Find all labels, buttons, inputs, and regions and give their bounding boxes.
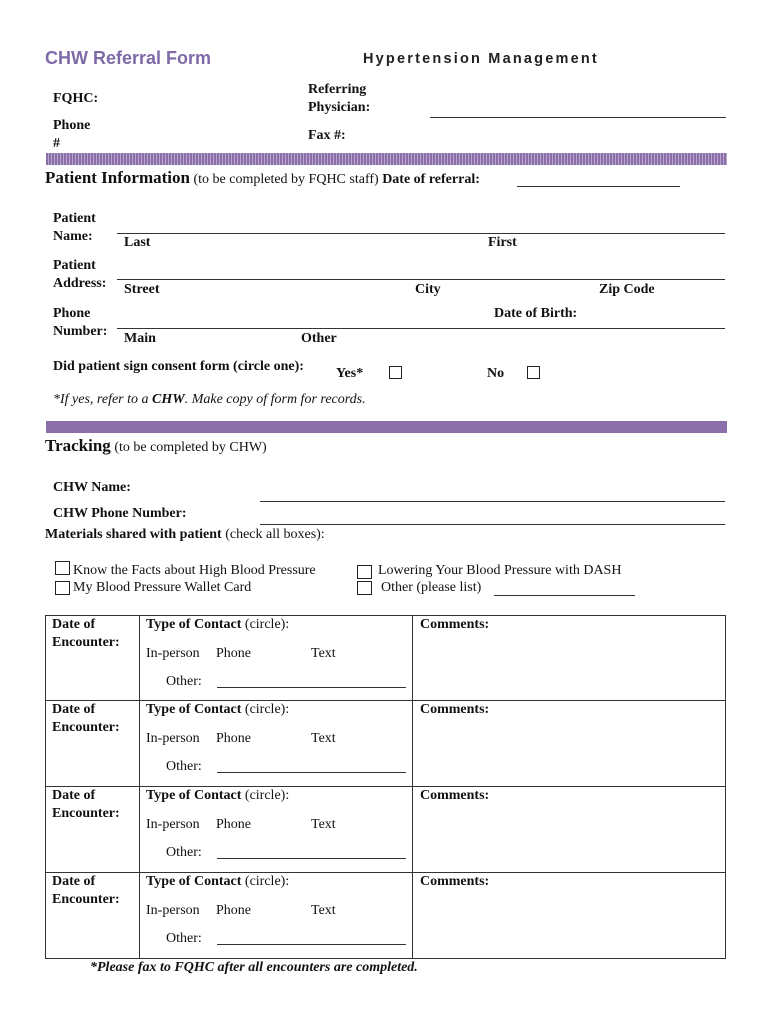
phone-number-label-line1: Phone <box>53 306 91 321</box>
contact-type-note: (circle): <box>244 788 290 803</box>
patient-name-field[interactable] <box>117 233 725 234</box>
contact-other-field[interactable] <box>217 858 406 859</box>
contact-other-label: Other: <box>166 759 202 774</box>
materials-label: Materials shared with patient <box>45 527 222 542</box>
contact-option-in-person[interactable]: In-person <box>146 731 200 746</box>
date-of-referral-label: Date of referral: <box>382 172 480 187</box>
first-name-label: First <box>488 235 517 250</box>
chw-phone-label: CHW Phone Number: <box>53 506 187 521</box>
referring-label-line2: Physician: <box>308 100 371 115</box>
consent-yes-label: Yes* <box>336 366 364 381</box>
contact-option-phone[interactable]: Phone <box>216 646 251 661</box>
contact-option-phone[interactable]: Phone <box>216 817 251 832</box>
material-label-other: Other (please list) <box>381 580 482 595</box>
phone-label-line2: # <box>53 136 60 151</box>
material-checkbox-other[interactable] <box>357 581 372 595</box>
contact-option-text[interactable]: Text <box>311 731 336 746</box>
city-label: City <box>415 282 441 297</box>
date-label-line1: Date of <box>52 702 96 717</box>
contact-type-label: Type of Contact <box>146 788 242 803</box>
section-divider-2 <box>46 421 727 433</box>
contact-type-cell <box>140 701 413 786</box>
encounter-row-2 <box>45 701 726 787</box>
consent-no-checkbox[interactable] <box>527 366 540 379</box>
material-label-dash: Lowering Your Blood Pressure with DASH <box>378 563 622 578</box>
contact-option-in-person[interactable]: In-person <box>146 646 200 661</box>
patient-name-label-line2: Name: <box>53 229 93 244</box>
contact-option-text[interactable]: Text <box>311 903 336 918</box>
encounter-row-1 <box>45 615 726 701</box>
footnote-text-end: . Make copy of form for records. <box>184 392 366 407</box>
contact-other-field[interactable] <box>217 944 406 945</box>
patient-info-header <box>45 168 480 188</box>
date-label-line2: Encounter: <box>52 892 120 907</box>
other-phone-label: Other <box>301 331 337 346</box>
phone-number-field[interactable] <box>117 328 725 329</box>
last-name-label: Last <box>124 235 151 250</box>
consent-no-label: No <box>487 366 505 381</box>
materials-note: (check all boxes): <box>225 527 325 542</box>
encounter-row-4 <box>45 873 726 959</box>
date-label-line2: Encounter: <box>52 635 120 650</box>
contact-option-phone[interactable]: Phone <box>216 903 251 918</box>
date-label-line2: Encounter: <box>52 806 120 821</box>
patient-address-label-line1: Patient <box>53 258 96 273</box>
tracking-heading: Tracking <box>45 436 111 455</box>
fqhc-label: FQHC: <box>53 91 99 106</box>
patient-address-label-line2: Address: <box>53 276 107 291</box>
phone-label-line1: Phone <box>53 118 91 133</box>
fax-reminder-footer: *Please fax to FQHC after all encounters are completed. <box>90 960 418 975</box>
encounter-date-cell[interactable] <box>46 787 140 872</box>
contact-option-in-person[interactable]: In-person <box>146 817 200 832</box>
comments-label: Comments: <box>420 617 490 632</box>
referring-label-line1: Referring <box>308 82 367 97</box>
date-label-line1: Date of <box>52 788 96 803</box>
main-phone-label: Main <box>124 331 156 346</box>
contact-type-label: Type of Contact <box>146 617 242 632</box>
chw-name-field[interactable] <box>260 501 725 502</box>
date-label-line2: Encounter: <box>52 720 120 735</box>
tracking-header <box>45 436 267 456</box>
street-label: Street <box>124 282 160 297</box>
contact-type-note: (circle): <box>244 617 290 632</box>
contact-other-label: Other: <box>166 674 202 689</box>
encounter-date-cell[interactable] <box>46 873 140 958</box>
comments-label: Comments: <box>420 874 490 889</box>
contact-type-label: Type of Contact <box>146 702 242 717</box>
form-title: CHW Referral Form <box>45 48 212 68</box>
date-of-birth-label: Date of Birth: <box>494 306 578 321</box>
patient-info-heading: Patient Information <box>45 168 190 187</box>
material-other-field[interactable] <box>494 595 635 596</box>
contact-type-heading <box>146 874 289 890</box>
date-label-line1: Date of <box>52 874 96 889</box>
contact-type-cell <box>140 873 413 958</box>
contact-type-cell <box>140 787 413 872</box>
chw-phone-field[interactable] <box>260 524 725 525</box>
contact-option-text[interactable]: Text <box>311 817 336 832</box>
contact-other-field[interactable] <box>217 772 406 773</box>
tracking-note: (to be completed by CHW) <box>114 440 267 455</box>
contact-option-text[interactable]: Text <box>311 646 336 661</box>
contact-type-label: Type of Contact <box>146 874 242 889</box>
contact-other-label: Other: <box>166 931 202 946</box>
form-subtitle: Hypertension Management <box>363 51 599 67</box>
encounter-row-3 <box>45 787 726 873</box>
contact-type-heading <box>146 788 289 804</box>
fax-label: Fax #: <box>308 128 346 143</box>
phone-number-label-line2: Number: <box>53 324 108 339</box>
referring-physician-field[interactable] <box>430 117 726 118</box>
date-label-line1: Date of <box>52 617 96 632</box>
contact-type-heading <box>146 702 289 718</box>
encounter-date-cell[interactable] <box>46 616 140 700</box>
contact-type-note: (circle): <box>244 874 290 889</box>
material-label-facts: Know the Facts about High Blood Pressure <box>73 563 316 578</box>
material-checkbox-dash[interactable] <box>357 565 372 579</box>
zip-code-label: Zip Code <box>599 282 655 297</box>
patient-name-label-line1: Patient <box>53 211 96 226</box>
contact-other-label: Other: <box>166 845 202 860</box>
materials-question <box>45 527 325 543</box>
section-divider-1 <box>46 153 727 165</box>
material-checkbox-wallet-card[interactable] <box>55 581 70 595</box>
contact-other-field[interactable] <box>217 687 406 688</box>
encounter-date-cell[interactable] <box>46 701 140 786</box>
comments-label: Comments: <box>420 788 490 803</box>
contact-option-phone[interactable]: Phone <box>216 731 251 746</box>
chw-name-label: CHW Name: <box>53 480 131 495</box>
consent-yes-checkbox[interactable] <box>389 366 402 379</box>
material-label-wallet-card: My Blood Pressure Wallet Card <box>73 580 252 595</box>
consent-footnote <box>53 392 366 408</box>
contact-type-heading <box>146 617 289 633</box>
date-of-referral-field[interactable] <box>517 186 680 187</box>
contact-type-cell <box>140 616 413 700</box>
footnote-chw: CHW <box>152 392 185 407</box>
patient-address-field[interactable] <box>117 279 725 280</box>
footnote-text: *If yes, refer to a <box>53 392 153 407</box>
contact-type-note: (circle): <box>244 702 290 717</box>
comments-label: Comments: <box>420 702 490 717</box>
consent-question: Did patient sign consent form (circle one): <box>53 359 304 374</box>
material-checkbox-facts[interactable] <box>55 561 70 575</box>
patient-info-note: (to be completed by FQHC staff) <box>193 172 379 187</box>
contact-option-in-person[interactable]: In-person <box>146 903 200 918</box>
